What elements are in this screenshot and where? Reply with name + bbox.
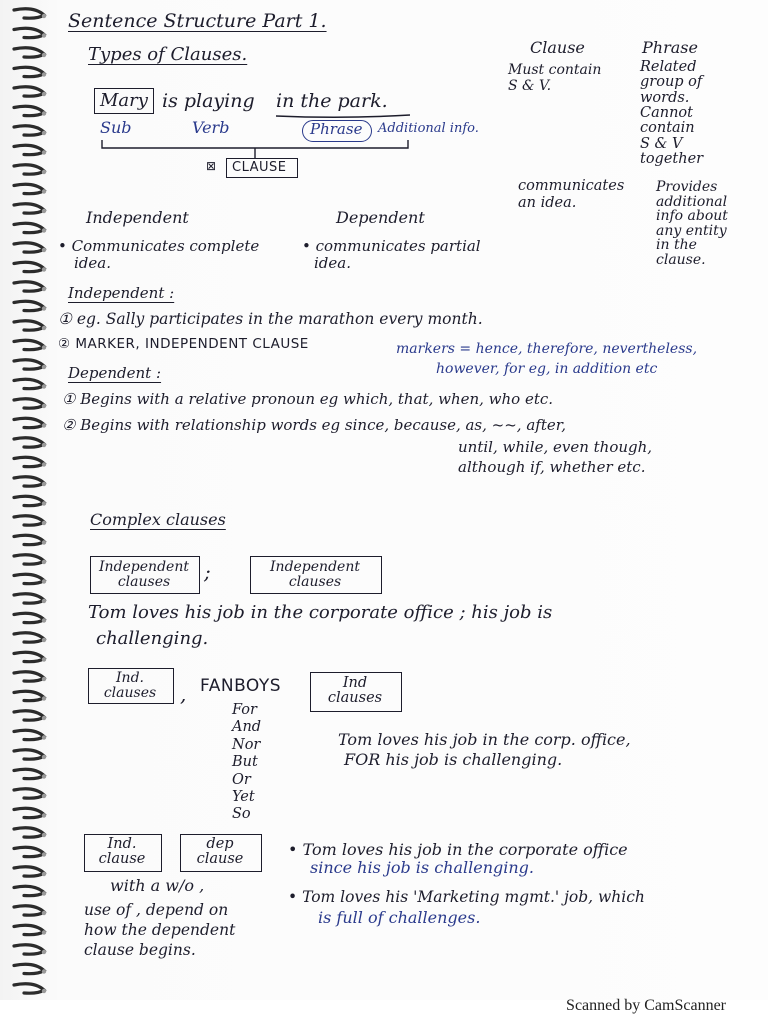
spiral-hole	[42, 677, 46, 681]
markers-line-2: however, for eg, in addition etc	[436, 361, 658, 377]
spiral-hole	[42, 462, 46, 466]
dependent-heading: Dependent :	[68, 364, 162, 382]
dependent-item-2-line-3: although if, whether etc.	[458, 458, 646, 476]
spiral-hole	[42, 794, 46, 798]
spiral-ring	[14, 750, 44, 759]
spiral-hole	[42, 287, 46, 291]
spiral-hole	[42, 482, 46, 486]
phrase-underline	[274, 112, 414, 120]
spiral-hole	[42, 150, 46, 154]
clause-desc-2: communicates an idea.	[518, 178, 625, 211]
spiral-ring	[14, 477, 44, 486]
phrase-label: Phrase	[310, 120, 363, 138]
spiral-ring	[14, 67, 44, 76]
fanboys-connector: FANBOYS	[200, 676, 282, 696]
semicolon-right-box-text: Independent clauses	[270, 559, 360, 590]
fanboys-right-box-text: Ind clauses	[327, 675, 383, 707]
spiral-ring	[14, 223, 44, 232]
spiral-ring	[14, 106, 44, 115]
semicolon-left-box-text: Independent clauses	[99, 559, 189, 590]
sub-label: Sub	[100, 118, 132, 137]
spiral-hole	[42, 228, 46, 232]
verb-words: is playing	[162, 90, 255, 112]
spiral-ring	[14, 204, 44, 213]
spiral-hole	[42, 111, 46, 115]
spiral-hole	[42, 248, 46, 252]
spiral-hole	[42, 33, 46, 37]
dep-rule-with-line: with a w/o ,	[110, 876, 205, 895]
spiral-hole	[42, 930, 46, 934]
spiral-ring	[14, 48, 44, 57]
spiral-hole	[42, 72, 46, 76]
spiral-ring	[14, 399, 44, 408]
clause-desc-1: Must contain S & V.	[508, 62, 602, 95]
spiral-hole	[42, 404, 46, 408]
spiral-ring	[14, 730, 44, 739]
clause-brace	[100, 138, 420, 160]
independent-heading: Independent :	[68, 284, 175, 302]
clause-header: Clause	[530, 38, 585, 57]
spiral-ring	[14, 243, 44, 252]
spiral-ring	[14, 633, 44, 642]
fanboys-word-list: For And Nor But Or Yet So	[232, 702, 262, 823]
dependent-item-2-line-2: until, while, even though,	[458, 438, 653, 456]
spiral-hole	[42, 911, 46, 915]
dep-example-1-line-2: since his job is challenging.	[310, 858, 535, 877]
spiral-ring	[14, 555, 44, 564]
spiral-hole	[42, 833, 46, 837]
spiral-ring	[14, 672, 44, 681]
spiral-ring	[14, 340, 44, 349]
spiral-ring	[14, 886, 44, 895]
dependent-header: Dependent	[336, 208, 425, 227]
fanboys-comma: ,	[180, 682, 187, 706]
spiral-hole	[42, 170, 46, 174]
spiral-ring	[14, 594, 44, 603]
spiral-binding	[0, 0, 60, 1000]
independent-item-1: ① eg. Sally participates in the marathon every month.	[58, 310, 483, 328]
spiral-ring	[14, 282, 44, 291]
spiral-hole	[42, 423, 46, 427]
spiral-hole	[42, 599, 46, 603]
spiral-hole	[42, 618, 46, 622]
spiral-hole	[42, 365, 46, 369]
markers-line-1: markers = hence, therefore, nevertheless,	[396, 341, 698, 357]
spiral-ring	[14, 418, 44, 427]
complex-heading: Complex clauses	[90, 510, 226, 529]
spiral-hole	[42, 852, 46, 856]
spiral-hole	[42, 950, 46, 954]
section-heading-types: Types of Clauses.	[88, 44, 248, 65]
spiral-ring	[14, 301, 44, 310]
spiral-ring	[14, 438, 44, 447]
spiral-ring	[14, 945, 44, 954]
dep-rule-right-box-text: dep clause	[196, 836, 244, 868]
phrase-desc-1: Related group of words. Cannot contain S & V together	[640, 59, 704, 168]
page-title: Sentence Structure Part 1.	[68, 10, 327, 32]
spiral-hole	[42, 92, 46, 96]
arrow-glyph: ⊠	[206, 159, 217, 173]
spiral-ring	[14, 87, 44, 96]
spiral-hole	[42, 209, 46, 213]
spiral-ring	[14, 906, 44, 915]
spiral-hole	[42, 774, 46, 778]
dependent-item-2-line-1: ② Begins with relationship words eg since, because, as, ~~, after,	[62, 416, 567, 434]
spiral-ring	[14, 984, 44, 993]
spiral-hole	[42, 735, 46, 739]
spiral-hole	[42, 306, 46, 310]
spiral-ring	[14, 496, 44, 505]
verb-label: Verb	[192, 118, 230, 137]
spiral-ring	[14, 867, 44, 876]
subject-word: Mary	[100, 90, 148, 111]
spiral-hole	[42, 443, 46, 447]
semicolon-example-line-1: Tom loves his job in the corporate office ; his job is	[88, 602, 553, 623]
spiral-hole	[42, 131, 46, 135]
semicolon-example-line-2: challenging.	[96, 628, 209, 649]
spiral-ring	[14, 925, 44, 934]
spiral-ring	[14, 9, 44, 18]
spiral-ring	[14, 769, 44, 778]
spiral-hole	[42, 53, 46, 57]
spiral-ring	[14, 184, 44, 193]
spiral-hole	[42, 560, 46, 564]
phrase-header: Phrase	[642, 38, 698, 57]
spiral-hole	[42, 501, 46, 505]
clause-label: CLAUSE	[232, 160, 287, 175]
spiral-ring	[14, 964, 44, 973]
spiral-hole	[42, 326, 46, 330]
semicolon-separator: ;	[204, 560, 211, 584]
spiral-hole	[42, 189, 46, 193]
spiral-hole	[42, 267, 46, 271]
spiral-hole	[42, 657, 46, 661]
spiral-hole	[42, 891, 46, 895]
spiral-ring	[14, 165, 44, 174]
dep-rule-note: use of , depend on how the dependent clause begins.	[84, 901, 236, 960]
fanboys-example-line-1: Tom loves his job in the corp. office,	[338, 730, 631, 749]
spiral-ring	[14, 457, 44, 466]
dep-example-2-line-2: is full of challenges.	[318, 908, 481, 927]
spiral-hole	[42, 755, 46, 759]
dep-example-1-line-1: • Tom loves his job in the corporate office	[288, 840, 628, 859]
independent-desc: • Communicates complete idea.	[58, 237, 260, 273]
spiral-ring	[14, 613, 44, 622]
phrase-desc-2: Provides additional info about any entity in the clause.	[656, 179, 728, 268]
spiral-hole	[42, 14, 46, 18]
spiral-ring	[14, 789, 44, 798]
spiral-hole	[42, 696, 46, 700]
spiral-ring	[14, 126, 44, 135]
spiral-hole	[42, 638, 46, 642]
spiral-hole	[42, 989, 46, 993]
spiral-ring	[14, 574, 44, 583]
spiral-ring	[14, 535, 44, 544]
spiral-ring	[14, 262, 44, 271]
additional-info-label: Additional info.	[378, 121, 479, 136]
spiral-hole	[42, 540, 46, 544]
spiral-hole	[42, 579, 46, 583]
spiral-ring	[14, 379, 44, 388]
spiral-ring	[14, 691, 44, 700]
fanboys-left-box-text: Ind. clauses	[103, 670, 157, 701]
spiral-hole	[42, 384, 46, 388]
spiral-hole	[42, 872, 46, 876]
independent-item-2: ② MARKER, INDEPENDENT CLAUSE	[58, 336, 309, 352]
spiral-hole	[42, 716, 46, 720]
spiral-ring	[14, 808, 44, 817]
dep-rule-left-box-text: Ind. clause	[98, 836, 146, 868]
independent-header: Independent	[86, 208, 189, 227]
spiral-ring	[14, 711, 44, 720]
spiral-ring	[14, 28, 44, 37]
dependent-desc: • communicates partial idea.	[302, 237, 481, 273]
spiral-ring	[14, 652, 44, 661]
scanner-footer	[0, 994, 768, 1024]
spiral-ring	[14, 516, 44, 525]
spiral-hole	[42, 813, 46, 817]
spiral-ring	[14, 828, 44, 837]
scanner-watermark: Scanned by CamScanner	[566, 997, 726, 1014]
phrase-words: in the park.	[276, 90, 388, 112]
spiral-hole	[42, 345, 46, 349]
spiral-ring	[14, 360, 44, 369]
spiral-hole	[42, 521, 46, 525]
fanboys-example-line-2: FOR his job is challenging.	[344, 750, 563, 769]
spiral-ring	[14, 321, 44, 330]
dep-example-2-text: • Tom loves his 'Marketing mgmt.' job, which	[288, 888, 645, 906]
spiral-ring	[14, 145, 44, 154]
spiral-ring	[14, 847, 44, 856]
dep-example-2-line-1	[288, 890, 645, 906]
spiral-hole	[42, 969, 46, 973]
dependent-item-1: ① Begins with a relative pronoun eg which, that, when, who etc.	[62, 390, 554, 408]
